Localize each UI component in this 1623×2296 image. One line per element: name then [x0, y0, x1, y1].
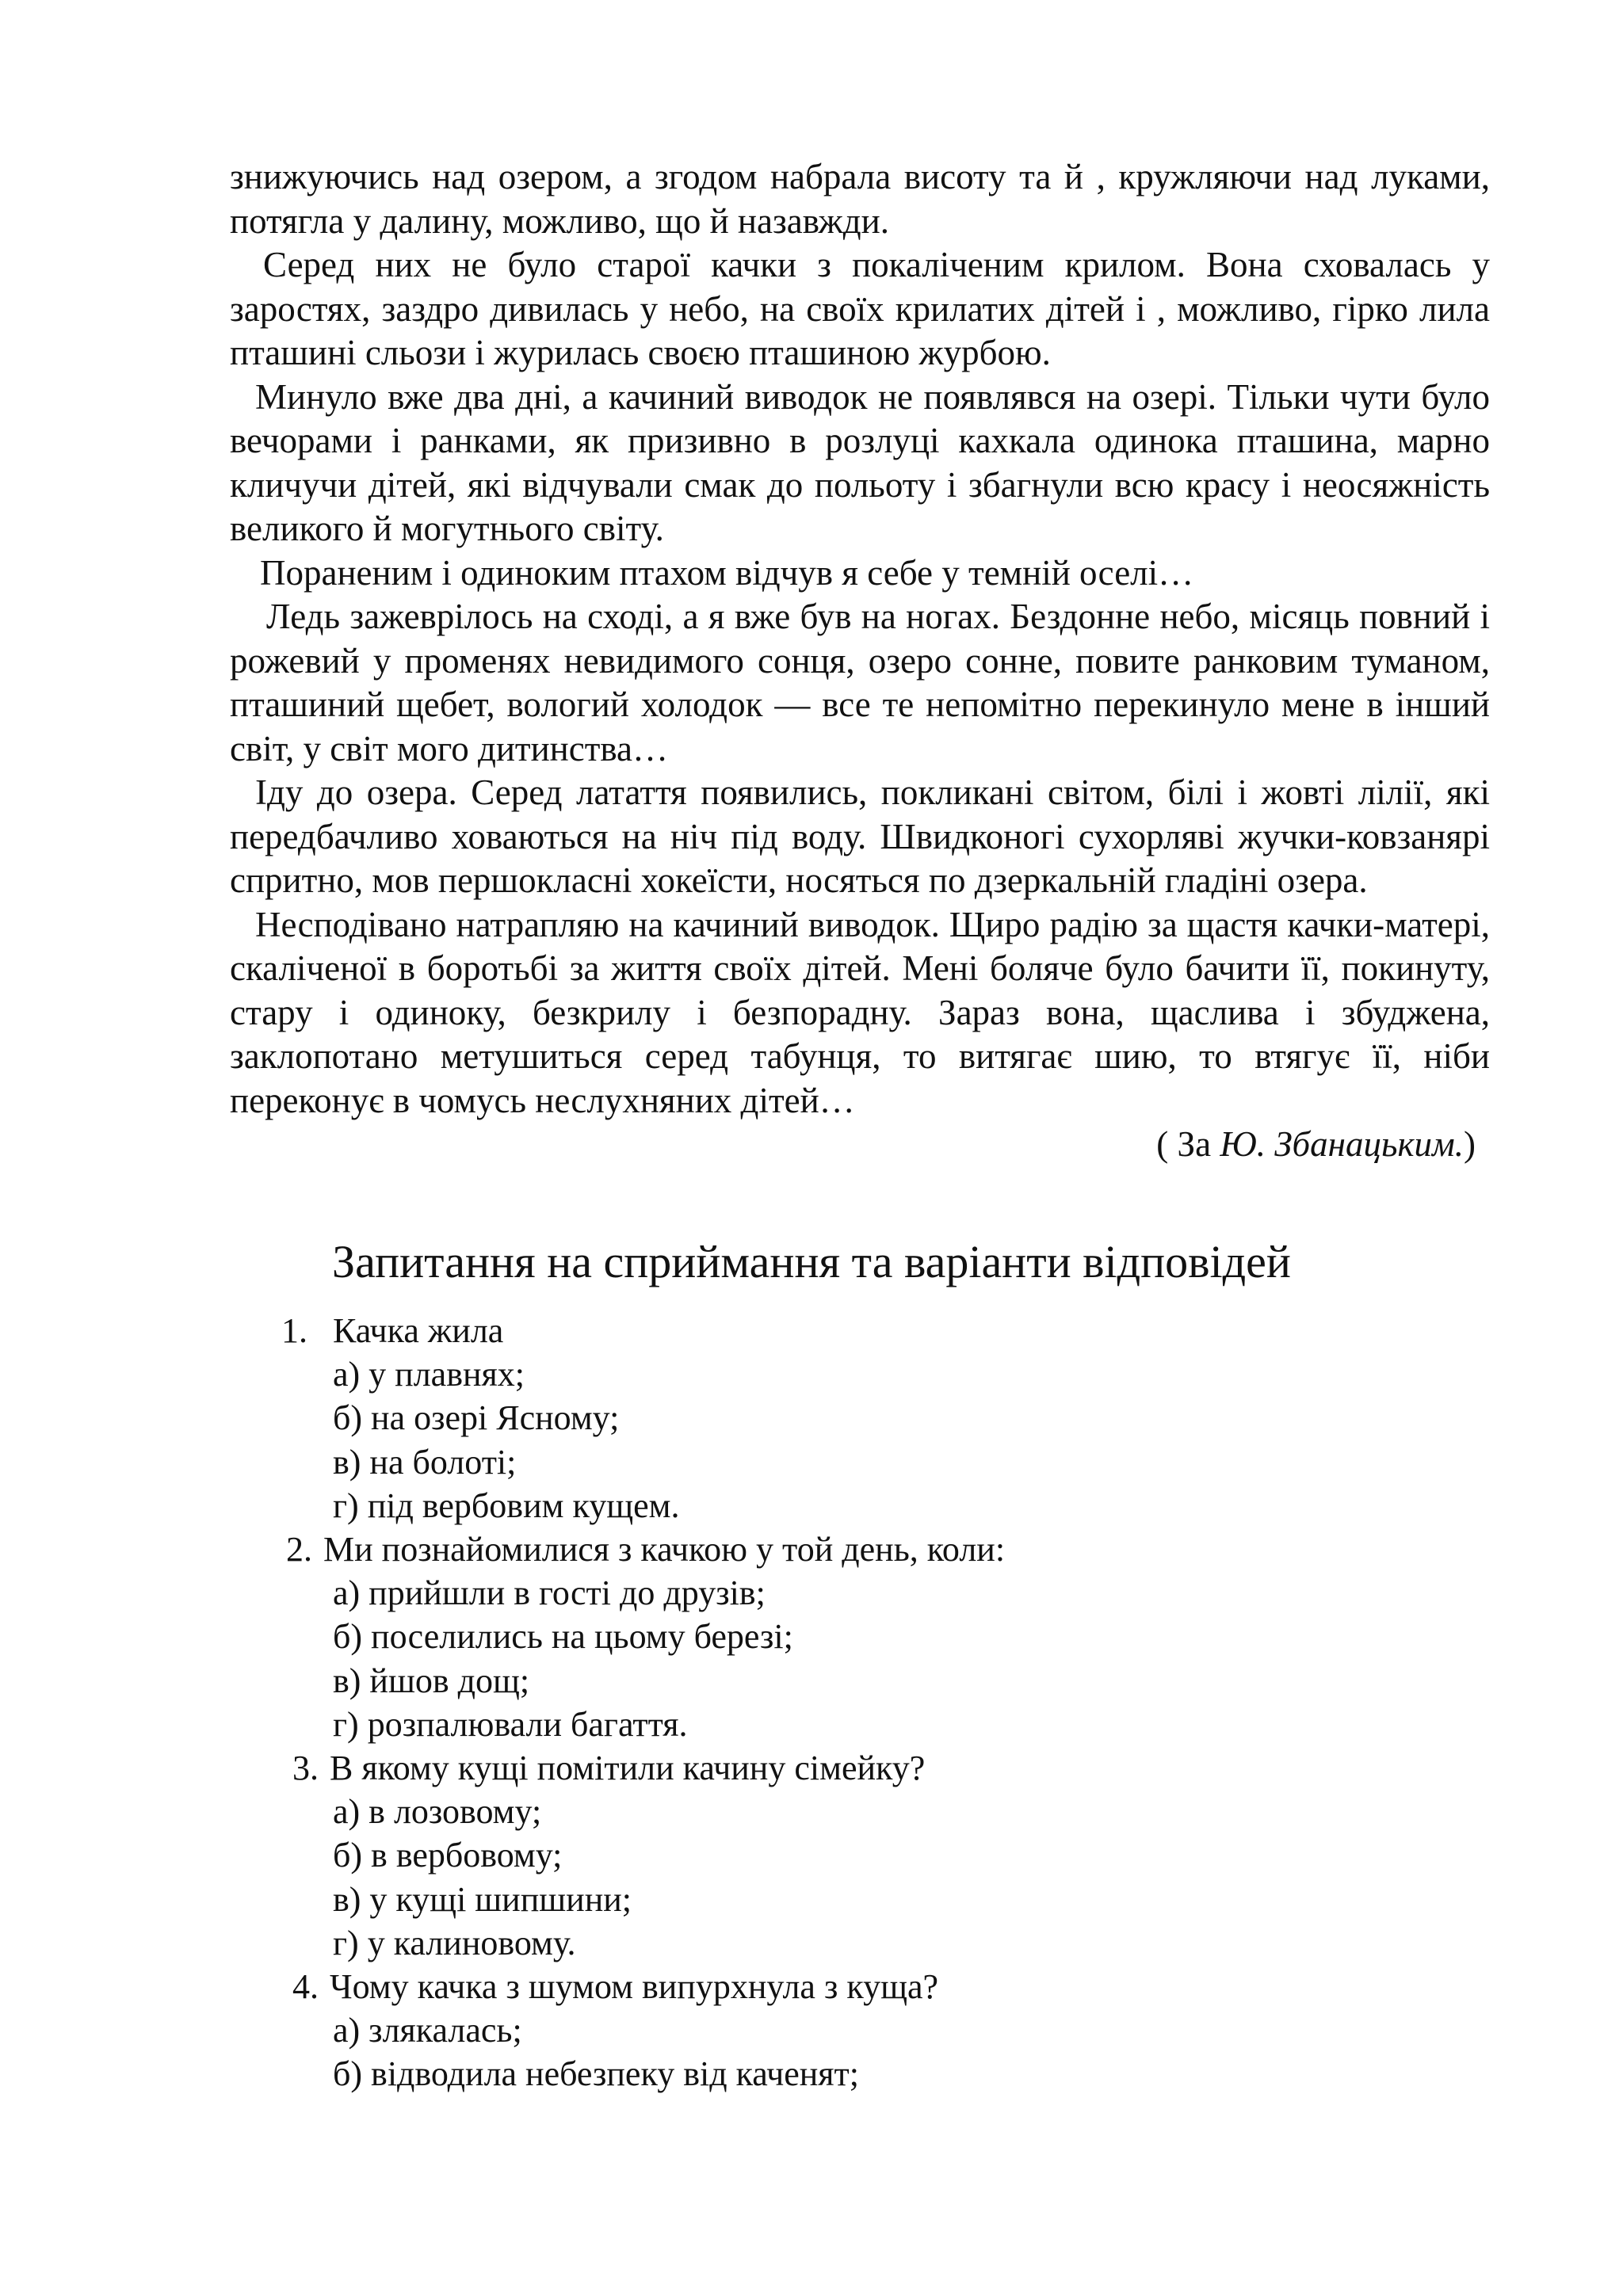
question-list [281, 1309, 1470, 2096]
answer-option: а) злякалась; [333, 2011, 522, 2050]
passage-paragraph-6: Іду до озера. Серед латаття появились, покликані світом, білі і жовті лілії, які передбачливо ховаються на ніч під воду. Швидконогі сухорляві жучки-ковзанярі спритно, мов першокласні хокеїсти, носяться по дзеркальній гладіні озера. [230, 772, 1490, 900]
passage-paragraph-1: знижуючись над озером, а згодом набрала висоту та й , кружляючи над луками, потягла у далину, можливо, що й назавжди. [230, 157, 1490, 241]
question-2-heading [281, 1527, 1470, 1571]
passage-paragraph-5: Ледь зажеврілось на сході, а я вже був на ногах. Бездонне небо, місяць повний і рожевий у променях невидимого сонця, озеро сонне, повите ранковим туманом, пташиний щебет, вологий холодок — все те непомітно перекинуло мене в інший світ, у світ мого дитинства… [230, 597, 1490, 769]
answer-option: а) в лозовому; [333, 1792, 542, 1832]
answer-option: б) в вербовому; [333, 1836, 563, 1875]
question-3 [281, 1746, 1470, 1965]
question-2-number: 2. [286, 1530, 312, 1569]
answer-option: б) відводила небезпеку від каченят; [333, 2054, 859, 2094]
question-1-text: Качка жила [333, 1311, 504, 1350]
answer-option: г) розпалювали багаття. [333, 1704, 688, 1744]
answer-option: в) на болоті; [333, 1442, 517, 1482]
answer-option: б) поселились на цьому березі; [333, 1617, 793, 1657]
reading-passage [230, 155, 1490, 1167]
question-4-text: Чому качка з шумом випурхнула з куща? [330, 1967, 939, 2007]
question-1-options [281, 1352, 1470, 1527]
attribution-author: Ю. Збанацьким. [1220, 1124, 1464, 1164]
answer-option: а) прийшли в гості до друзів; [333, 1573, 766, 1613]
answer-option: г) під вербовим кущем. [333, 1486, 680, 1525]
passage-paragraph-2: Серед них не було старої качки з покаліченим крилом. Вона сховалась у заростях, заздро дивилась у небо, на своїх крилатих дітей і , можливо, гірко лила пташині сльози і журилась своєю пташиною журбою. [230, 245, 1490, 372]
question-3-options [281, 1790, 1470, 1965]
question-4-options [281, 2008, 1470, 2096]
question-1-number: 1. [281, 1311, 307, 1350]
question-3-heading [281, 1746, 1470, 1790]
question-4-heading [281, 1965, 1470, 2008]
passage-paragraph-3: Минуло вже два дні, а качиний виводок не появлявся на озері. Тільки чути було вечорами і ранками, як призивно в розлуці кахкала одинока пташина, марно кличучи дітей, які відчували смак до польоту і збагнули всю красу і неосяжність великого й могутнього світу. [230, 376, 1490, 548]
question-1-heading [281, 1309, 1470, 1352]
passage-paragraph-7: Несподівано натрапляю на качиний виводок. Щиро радію за щастя качки-матері, скаліченої в боротьбі за життя своїх дітей. Мені боляче було бачити її, покинуту, стару і одиноку, безкрилу і безпорадну. Зараз вона, щаслива і збуджена, заклопотано метушиться серед табунця, то витягає шию, то втягує її, ніби переконує в чомусь неслухняних дітей… [230, 904, 1490, 1120]
answer-option: г) у калиновому. [333, 1923, 576, 1962]
question-3-text: В якому кущі помітили качину сімейку? [330, 1749, 926, 1788]
question-2-options [281, 1571, 1470, 1746]
attribution-prefix: ( За [1156, 1124, 1220, 1164]
question-4-number: 4. [292, 1967, 319, 2007]
source-attribution [230, 1123, 1490, 1167]
question-1 [281, 1309, 1470, 1527]
question-3-number: 3. [292, 1749, 319, 1788]
section-title: Запитання на сприймання та варіанти відповідей [332, 1236, 1291, 1287]
question-4 [281, 1965, 1470, 2096]
question-2-text: Ми познайомилися з качкою у той день, коли: [323, 1530, 1006, 1569]
answer-option: в) йшов дощ; [333, 1661, 530, 1700]
answer-option: а) у плавнях; [333, 1355, 525, 1394]
answer-option: б) на озері Ясному; [333, 1398, 620, 1438]
passage-paragraph-4: Пораненим і одиноким птахом відчув я себе у темній оселі… [260, 552, 1194, 593]
answer-option: в) у кущі шипшини; [333, 1879, 632, 1919]
attribution-suffix: ) [1464, 1124, 1476, 1164]
question-2 [281, 1527, 1470, 1746]
